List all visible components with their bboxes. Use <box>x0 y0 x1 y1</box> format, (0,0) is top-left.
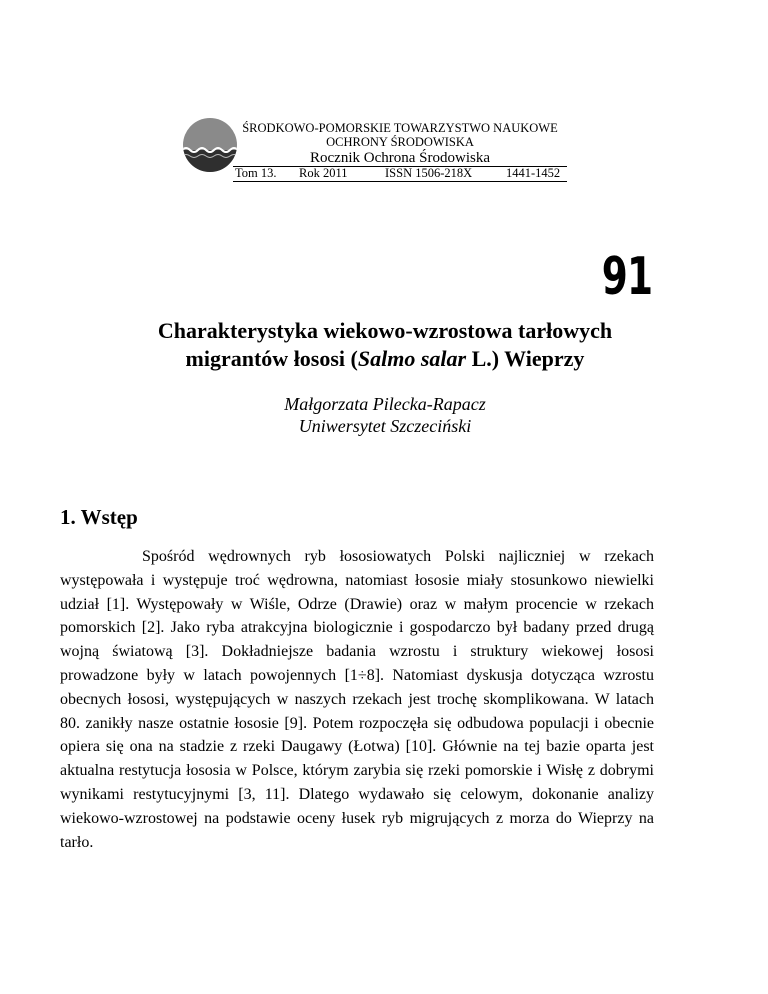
title-line2-start: migrantów łososi ( <box>185 346 358 371</box>
header-rule-bottom <box>233 181 567 182</box>
intro-paragraph-text: Spośród wędrownych ryb łososiowatych Polski najliczniej w rzekach występowała i występuje troć wędrowna, natomiast łososie miały stosunkowo niewielki udział [1]. Występowały w Wiśle, Odrze (Drawie) oraz w małym procencie w rzekach pomorskich [2]. Jako ryba atrakcyjna biologicznie i gospodarczo był badany przed drugą wojną światową [3]. Dokładniejsze badania wzrostu i struktury wiekowej łososi prowadzone były w latach powojennych [1÷8]. Natomiast dyskusja dotycząca wzrostu obecnych łososi, występujących w naszych rzekach jest trochę skomplikowana. W latach 80. zanikły nasze ostatnie łososie [9]. Potem rozpoczęła się odbudowa populacji i obecnie opiera się ona na stadzie z rzeki Daugawy (Łotwa) [10]. Głównie na tej bazie oparta jest aktualna restytucja łososia w Polsce, którym zarybia się rzeki pomorskie i Wisłę z dobrymi wynikami restytucyjnymi [3, 11]. Dlatego wydawało się celowym, dokonanie analizy wiekowo-wzrostowej na podstawie oceny łusek ryb migrujących z morza do Wieprzy na tarło. <box>60 548 654 851</box>
society-name-line2: OCHRONY ŚRODOWISKA <box>326 135 474 149</box>
society-logo <box>182 117 238 173</box>
chapter-number: 91 <box>601 247 652 307</box>
journal-title: Rocznik Ochrona Środowiska <box>310 150 490 166</box>
intro-paragraph <box>60 545 654 854</box>
issn-label: ISSN 1506-218X <box>385 166 473 180</box>
page-range: 1441-1452 <box>506 166 561 180</box>
year-label: Rok 2011 <box>299 166 348 180</box>
section-heading: 1. Wstęp <box>60 505 138 529</box>
species-name: Salmo salar <box>357 346 467 371</box>
author-name: Małgorzata Pilecka-Rapacz <box>284 394 486 414</box>
society-name-line1: ŚRODKOWO-POMORSKIE TOWARZYSTWO NAUKOWE <box>242 121 558 135</box>
article-title <box>60 317 710 373</box>
title-line2-end: L.) Wieprzy <box>466 346 585 371</box>
title-line2 <box>60 345 710 373</box>
volume-label: Tom 13. <box>235 166 277 180</box>
author-affiliation: Uniwersytet Szczeciński <box>298 416 472 436</box>
title-line1: Charakterystyka wiekowo-wzrostowa tarłowych <box>157 318 613 343</box>
